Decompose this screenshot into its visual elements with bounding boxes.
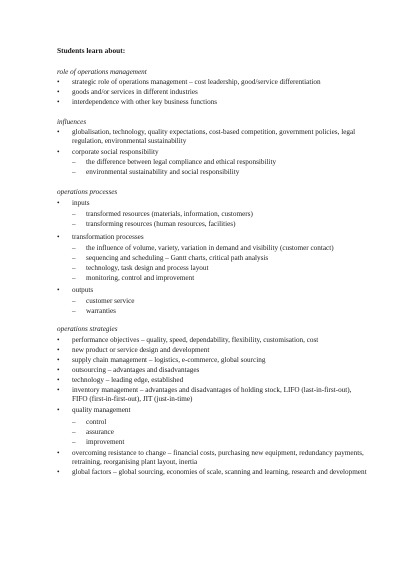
list-item: strategic role of operations management – cost leadership, good/service differentiation [72,78,321,86]
bullet-icon: • [57,98,60,106]
bullet-icon: • [57,346,60,354]
sub-list-item: monitoring, control and improvement [86,274,195,282]
bullet-icon: • [57,356,60,364]
bullet-icon: • [57,199,60,207]
bullet-icon: • [57,468,60,476]
bullet-icon: • [57,286,60,294]
dash-icon: – [72,438,76,446]
sub-list-item: environmental sustainability and social responsibility [86,168,240,176]
dash-icon: – [72,210,76,218]
list-item: supply chain management – logistics, e-commerce, global sourcing [72,356,266,364]
sub-list-item: assurance [86,428,114,436]
dash-icon: – [72,297,76,305]
list-item: overcoming resistance to change – financial costs, purchasing new equipment, redundancy payments, retraining, reorganising plant layout, inertia [72,449,364,466]
section-title-influences: influences [57,118,87,126]
sub-list-item: improvement [86,438,125,446]
dash-icon: – [72,158,76,166]
list-item: global factors – global sourcing, economies of scale, scanning and learning, research and development [72,468,367,476]
bullet-icon: • [57,88,60,96]
bullet-icon: • [57,366,60,374]
bullet-icon: • [57,376,60,384]
list-item: interdependence with other key business functions [72,98,218,106]
list-item: inputs [72,199,90,207]
list-item: technology – leading edge, established [72,376,184,384]
sub-list-item: warranties [86,307,116,315]
sub-list-item: technology, task design and process layout [86,264,209,272]
list-item: globalisation, technology, quality expectations, cost-based competition, government policies, legal regulation, environmental sustainability [72,128,356,145]
dash-icon: – [72,307,76,315]
dash-icon: – [72,168,76,176]
bullet-icon: • [57,406,60,414]
bullet-icon: • [57,336,60,344]
page-heading: Students learn about: [57,46,126,55]
list-item: outputs [72,286,94,294]
sub-list-item: transforming resources (human resources, facilities) [86,220,236,228]
bullet-icon: • [57,128,60,136]
list-item: quality management [72,406,131,414]
list-item: transformation processes [72,233,144,241]
dash-icon: – [72,220,76,228]
bullet-icon: • [57,449,60,457]
bullet-icon: • [57,148,60,156]
dash-icon: – [72,274,76,282]
list-item: new product or service design and development [72,346,210,354]
list-item: goods and/or services in different industries [72,88,198,96]
section-title-strategies: operations strategies [57,325,118,333]
list-item: inventory management – advantages and disadvantages of holding stock, LIFO (last-in-first-out), FIFO (first-in-first-out), JIT (just-in-time) [72,386,352,403]
list-item: corporate social responsibility [72,148,159,156]
bullet-icon: • [57,386,60,394]
sub-list-item: the difference between legal compliance and ethical responsibility [86,158,277,166]
dash-icon: – [72,254,76,262]
sub-list-item: control [86,418,107,426]
sub-list-item: the influence of volume, variety, variation in demand and visibility (customer contact) [86,244,334,252]
sub-list-item: sequencing and scheduling – Gantt charts, critical path analysis [86,254,269,262]
dash-icon: – [72,244,76,252]
section-title-role: role of operations management [57,68,147,76]
list-item: outsourcing – advantages and disadvantages [72,366,200,374]
bullet-icon: • [57,233,60,241]
sub-list-item: customer service [86,297,135,305]
section-title-processes: operations processes [57,188,118,196]
sub-list-item: transformed resources (materials, information, customers) [86,210,253,218]
dash-icon: – [72,264,76,272]
list-item: performance objectives – quality, speed, dependability, flexibility, customisation, cost [72,336,319,344]
dash-icon: – [72,428,76,436]
bullet-icon: • [57,78,60,86]
dash-icon: – [72,418,76,426]
